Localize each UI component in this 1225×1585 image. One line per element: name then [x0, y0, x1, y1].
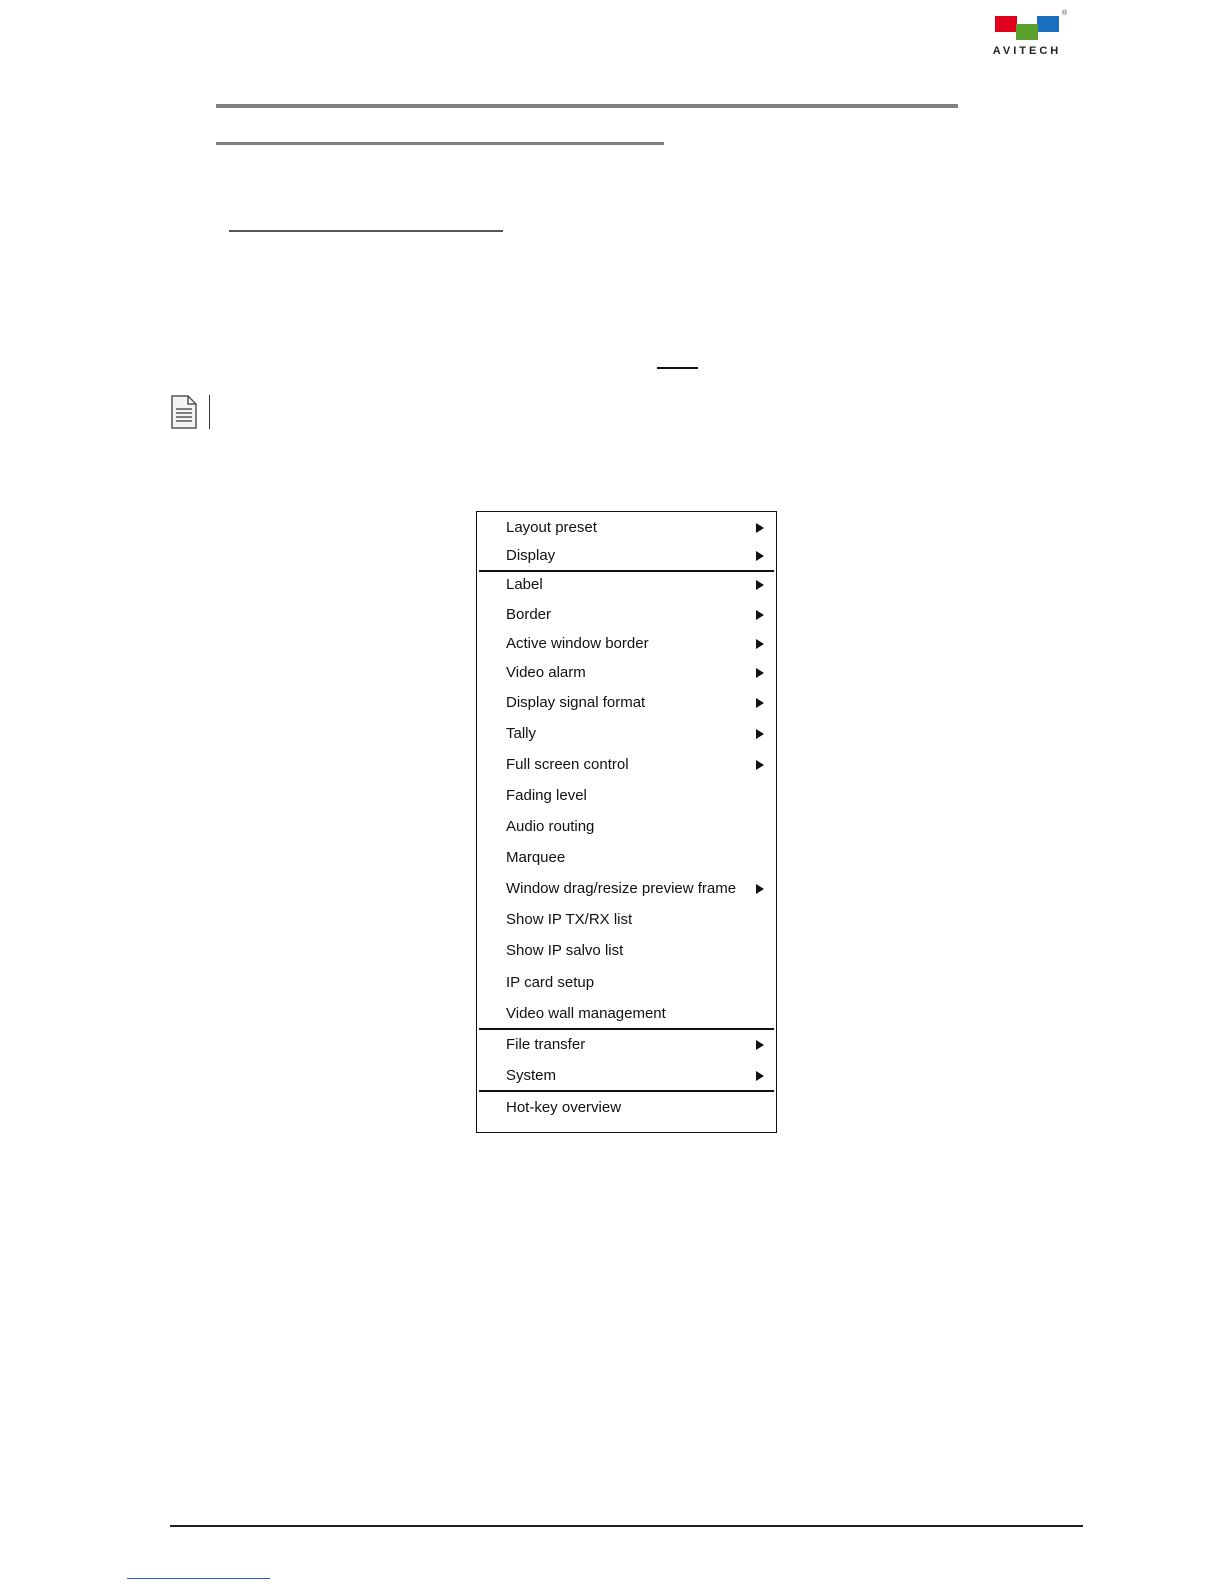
submenu-arrow-icon	[756, 610, 764, 620]
menu-item-audio-routing[interactable]	[477, 813, 776, 841]
submenu-arrow-icon	[756, 668, 764, 678]
menu-item-hot-key-overview[interactable]	[477, 1094, 776, 1122]
menu-item-label: Show IP TX/RX list	[506, 911, 633, 928]
menu-item-label: Full screen control	[506, 756, 629, 773]
submenu-arrow-icon	[756, 1040, 764, 1050]
submenu-arrow-icon	[756, 639, 764, 649]
submenu-arrow-icon	[756, 580, 764, 590]
menu-item-tally[interactable]	[477, 720, 776, 748]
menu-item-display[interactable]	[477, 542, 776, 570]
section-heading-rule	[216, 104, 958, 108]
menu-item-label: Window drag/resize preview frame	[506, 880, 737, 897]
menu-item-video-alarm[interactable]	[477, 659, 776, 687]
menu-separator	[479, 1028, 774, 1030]
menu-item-label: Marquee	[506, 849, 566, 866]
note-document-icon	[169, 395, 199, 429]
logo-green-square	[1016, 24, 1038, 40]
menu-item-show-ip-tx-rx-list[interactable]	[477, 906, 776, 934]
menu-item-label: Audio routing	[506, 818, 595, 835]
submenu-arrow-icon	[756, 729, 764, 739]
menu-item-label: Border	[506, 606, 552, 623]
menu-item-label: Hot-key overview	[506, 1099, 622, 1116]
menu-item-fading-level[interactable]	[477, 782, 776, 810]
menu-item-active-window-border[interactable]	[477, 630, 776, 658]
menu-item-show-ip-salvo-list[interactable]	[477, 937, 776, 965]
submenu-arrow-icon	[756, 760, 764, 770]
menu-item-label: System	[506, 1067, 557, 1084]
footer-link-underline[interactable]	[127, 1578, 270, 1579]
submenu-arrow-icon	[756, 698, 764, 708]
menu-separator	[479, 1090, 774, 1092]
footer-rule	[170, 1525, 1083, 1527]
submenu-arrow-icon	[756, 551, 764, 561]
avitech-logo	[992, 12, 1072, 60]
menu-item-label: Active window border	[506, 635, 649, 652]
logo-red-square	[995, 16, 1017, 32]
logo-wordmark: AVITECH	[992, 45, 1062, 57]
menu-item-label: Tally	[506, 725, 537, 742]
menu-item-border[interactable]	[477, 601, 776, 629]
menu-item-label: Fading level	[506, 787, 587, 804]
menu-item-label: Layout preset	[506, 519, 597, 536]
menu-item-window-drag-resize-preview-frame[interactable]	[477, 875, 776, 903]
submenu-arrow-icon	[756, 884, 764, 894]
menu-item-label-settings[interactable]	[477, 571, 776, 599]
menu-item-label: Show IP salvo list	[506, 942, 624, 959]
menu-item-file-transfer[interactable]	[477, 1031, 776, 1059]
menu-item-label: Video wall management	[506, 1005, 666, 1022]
inline-link-underline	[657, 367, 698, 369]
menu-item-label: IP card setup	[506, 974, 595, 991]
note-divider	[209, 395, 210, 429]
menu-item-full-screen-control[interactable]	[477, 751, 776, 779]
menu-item-label: Video alarm	[506, 664, 586, 681]
context-menu	[476, 511, 777, 1133]
sub-heading-underline	[229, 230, 503, 232]
menu-item-label: File transfer	[506, 1036, 586, 1053]
menu-item-layout-preset[interactable]	[477, 514, 776, 542]
menu-item-label: Display	[506, 547, 556, 564]
menu-item-label: Display signal format	[506, 694, 646, 711]
menu-item-label: Label	[506, 576, 543, 593]
submenu-arrow-icon	[756, 523, 764, 533]
registered-mark: ®	[1062, 10, 1068, 17]
menu-item-video-wall-management[interactable]	[477, 1000, 776, 1028]
menu-item-ip-card-setup[interactable]	[477, 969, 776, 997]
menu-item-marquee[interactable]	[477, 844, 776, 872]
menu-item-system[interactable]	[477, 1062, 776, 1090]
menu-item-display-signal-format[interactable]	[477, 689, 776, 717]
logo-blue-square	[1037, 16, 1059, 32]
subsection-heading-rule	[216, 142, 664, 145]
submenu-arrow-icon	[756, 1071, 764, 1081]
